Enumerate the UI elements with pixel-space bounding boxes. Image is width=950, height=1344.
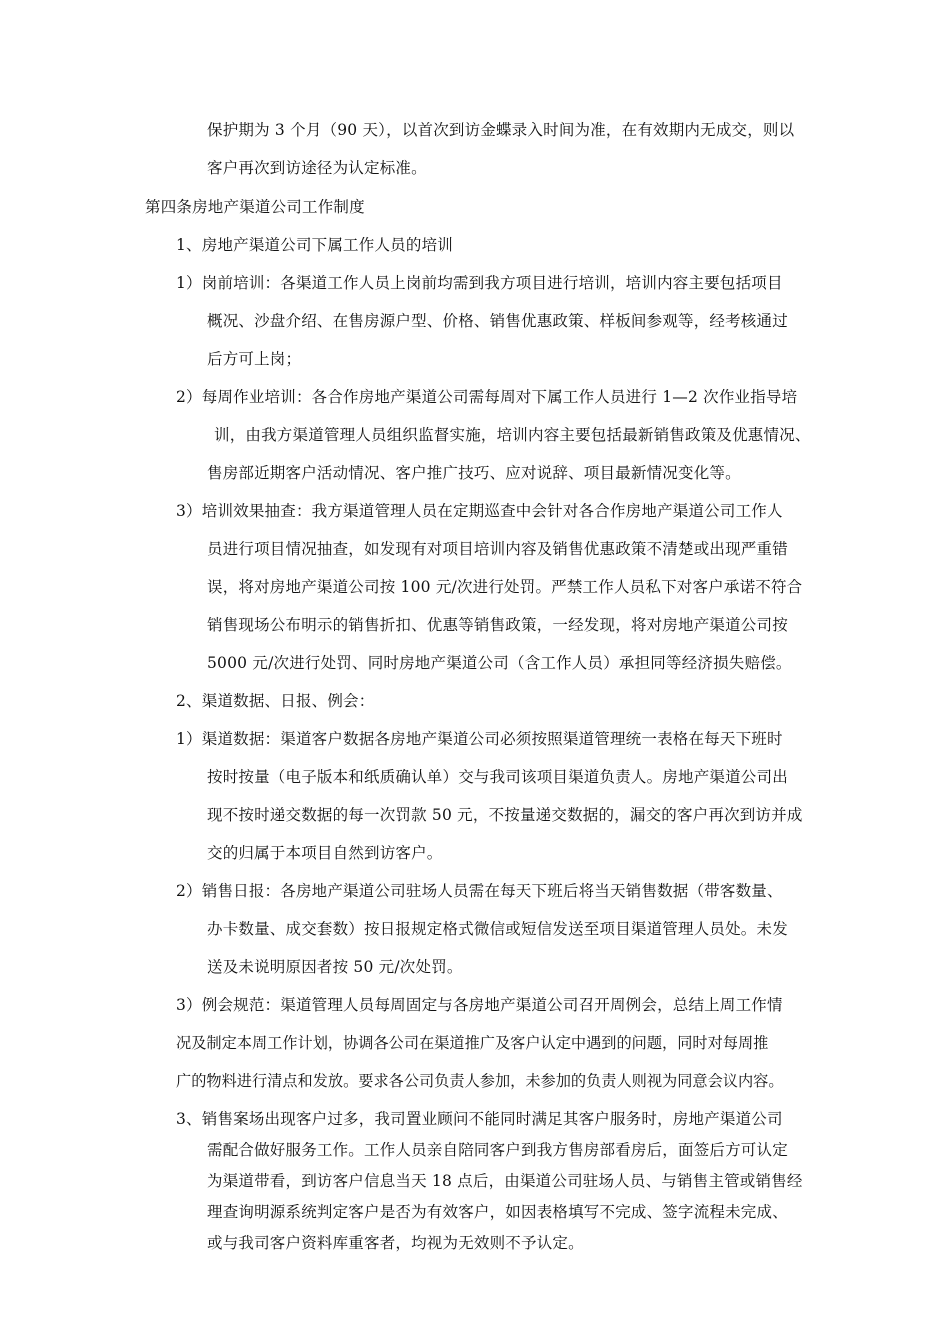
- text-line: 况及制定本周工作计划，协调各公司在渠道推广及客户认定中遇到的问题，同时对每周推: [176, 1034, 769, 1052]
- text-line: 广的物料进行清点和发放。要求各公司负责人参加，未参加的负责人则视为同意会议内容。: [176, 1072, 784, 1090]
- article-heading: 第四条房地产渠道公司工作制度: [145, 198, 365, 216]
- text-line: 客户再次到访途径为认定标准。: [207, 159, 427, 177]
- text-line: 理查询明源系统判定客户是否为有效客户，如因表格填写不完成、签字流程未完成、: [207, 1203, 788, 1221]
- text-line: 交的归属于本项目自然到访客户。: [207, 844, 443, 862]
- text-line: 概况、沙盘介绍、在售房源户型、价格、销售优惠政策、样板间参观等，经考核通过: [207, 312, 788, 330]
- section-heading: 3、销售案场出现客户过多，我司置业顾问不能同时满足其客户服务时，房地产渠道公司: [176, 1110, 783, 1128]
- text-line: 员进行项目情况抽查，如发现有对项目培训内容及销售优惠政策不清楚或出现严重错: [207, 540, 788, 558]
- text-line: 需配合做好服务工作。工作人员亲自陪同客户到我方售房部看房后，面签后方可认定: [207, 1141, 788, 1159]
- list-item: 2）每周作业培训：各合作房地产渠道公司需每周对下属工作人员进行 1—2 次作业指导培: [176, 388, 798, 406]
- list-item: 3）例会规范：渠道管理人员每周固定与各房地产渠道公司召开周例会，总结上周工作情: [176, 996, 783, 1014]
- text-line: 办卡数量、成交套数）按日报规定格式微信或短信发送至项目渠道管理人员处。未发: [207, 920, 788, 938]
- text-line: 销售现场公布明示的销售折扣、优惠等销售政策，一经发现，将对房地产渠道公司按: [207, 616, 788, 634]
- text-line: 训，由我方渠道管理人员组织监督实施，培训内容主要包括最新销售政策及优惠情况、: [214, 426, 811, 444]
- text-line: 5000 元/次进行处罚、同时房地产渠道公司（含工作人员）承担同等经济损失赔偿。: [207, 654, 792, 672]
- text-line: 后方可上岗；: [207, 350, 302, 368]
- list-item: 1）渠道数据：渠道客户数据各房地产渠道公司必须按照渠道管理统一表格在每天下班时: [176, 730, 783, 748]
- text-line: 售房部近期客户活动情况、客户推广技巧、应对说辞、项目最新情况变化等。: [207, 464, 741, 482]
- list-item: 2）销售日报：各房地产渠道公司驻场人员需在每天下班后将当天销售数据（带客数量、: [176, 882, 783, 900]
- text-line: 保护期为 3 个月（90 天），以首次到访金蝶录入时间为准，在有效期内无成交，则以: [207, 121, 795, 139]
- section-heading: 1、房地产渠道公司下属工作人员的培训: [176, 236, 453, 254]
- text-line: 现不按时递交数据的每一次罚款 50 元，不按量递交数据的，漏交的客户再次到访并成: [207, 806, 803, 824]
- text-line: 为渠道带看，到访客户信息当天 18 点后，由渠道公司驻场人员、与销售主管或销售经: [207, 1172, 803, 1190]
- list-item: 1）岗前培训：各渠道工作人员上岗前均需到我方项目进行培训，培训内容主要包括项目: [176, 274, 783, 292]
- text-line: 或与我司客户资料库重客者，均视为无效则不予认定。: [207, 1234, 584, 1252]
- text-line: 误，将对房地产渠道公司按 100 元/次进行处罚。严禁工作人员私下对客户承诺不符合: [207, 578, 803, 596]
- list-item: 3）培训效果抽查：我方渠道管理人员在定期巡查中会针对各合作房地产渠道公司工作人: [176, 502, 783, 520]
- text-line: 按时按量（电子版本和纸质确认单）交与我司该项目渠道负责人。房地产渠道公司出: [207, 768, 788, 786]
- text-line: 送及未说明原因者按 50 元/次处罚。: [207, 958, 463, 976]
- section-heading: 2、渠道数据、日报、例会：: [176, 692, 375, 710]
